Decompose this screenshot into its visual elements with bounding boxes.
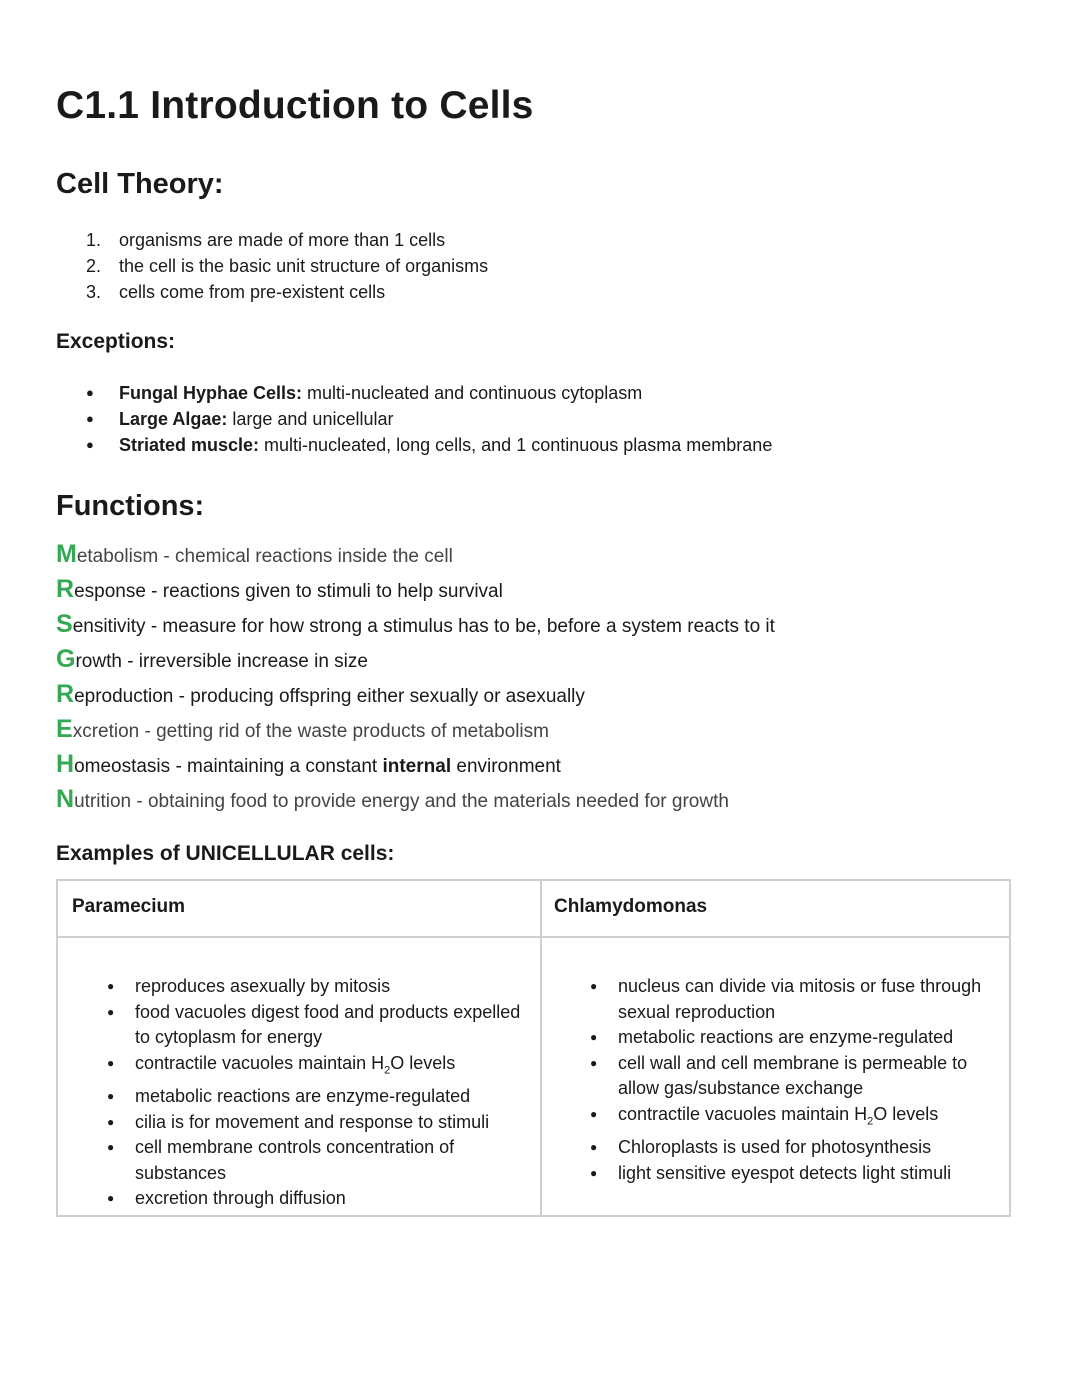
list-item: ● contractile vacuoles maintain $H_2O$ levels (590, 1102, 1000, 1135)
list-item: ● Chloroplasts is used for photosynthesis (590, 1135, 1000, 1161)
list-item: ● excretion through diffusion (107, 1186, 527, 1212)
unicellular-heading: Examples of UNICELLULAR cells: (56, 842, 395, 865)
cell-theory-heading: Cell Theory: (56, 168, 224, 200)
list-item: 2. the cell is the basic unit structure of organisms (86, 256, 489, 276)
functions-heading: Functions: (56, 490, 205, 522)
bullet-icon: ● (86, 437, 94, 452)
list-item: ● reproduces asexually by mitosis (107, 974, 527, 1000)
list-item: ● metabolic reactions are enzyme-regulated (590, 1025, 1000, 1051)
page-title: C1.1 Introduction to Cells (56, 84, 534, 127)
list-item: ● Fungal Hyphae Cells: multi-nucleated and continuous cytoplasm (86, 380, 772, 406)
list-item: ● Striated muscle: multi-nucleated, long cells, and 1 continuous plasma membrane (86, 432, 772, 458)
function-item: Response - reactions given to stimuli to help survival (56, 575, 503, 603)
list-item: ● nucleus can divide via mitosis or fuse through sexual reproduction (590, 974, 1000, 1025)
function-item: Excretion - getting rid of the waste products of metabolism (56, 715, 549, 743)
function-item: Nutrition - obtaining food to provide energy and the materials needed for growth (56, 785, 729, 813)
chlamydomonas-list (590, 974, 1000, 1186)
function-item: Reproduction - producing offspring either sexually or asexually (56, 680, 585, 708)
column-header-chlamydomonas: Chlamydomonas (554, 896, 708, 917)
list-item: ● cell membrane controls concentration of substances (107, 1135, 527, 1186)
table-divider (58, 936, 1009, 938)
function-item: Sensitivity - measure for how strong a stimulus has to be, before a system reacts to it (56, 610, 775, 638)
list-item: ● contractile vacuoles maintain $H_2O$ levels (107, 1051, 527, 1084)
list-item: ● Large Algae: large and unicellular (86, 406, 772, 432)
bullet-icon: ● (86, 385, 94, 400)
functions-list (56, 537, 775, 817)
bullet-icon: ● (86, 411, 94, 426)
exceptions-list (86, 380, 772, 458)
column-header-paramecium: Paramecium (72, 896, 186, 917)
list-item: ● light sensitive eyespot detects light stimuli (590, 1161, 1000, 1187)
function-item: Metabolism - chemical reactions inside the cell (56, 540, 453, 568)
list-item: 3. cells come from pre-existent cells (86, 282, 386, 302)
exceptions-heading: Exceptions: (56, 330, 176, 353)
list-item: ● cell wall and cell membrane is permeable to allow gas/substance exchange (590, 1051, 1000, 1102)
list-item: ● cilia is for movement and response to stimuli (107, 1110, 527, 1136)
function-item: Homeostasis - maintaining a constant internal environment (56, 750, 561, 778)
unicellular-table (56, 879, 1011, 1217)
cell-theory-list (86, 227, 488, 305)
table-divider (540, 881, 542, 1215)
list-item: ● food vacuoles digest food and products expelled to cytoplasm for energy (107, 1000, 527, 1051)
list-item: 1. organisms are made of more than 1 cells (86, 230, 446, 250)
list-item: ● metabolic reactions are enzyme-regulated (107, 1084, 527, 1110)
function-item: Growth - irreversible increase in size (56, 645, 368, 673)
paramecium-list (107, 974, 527, 1212)
